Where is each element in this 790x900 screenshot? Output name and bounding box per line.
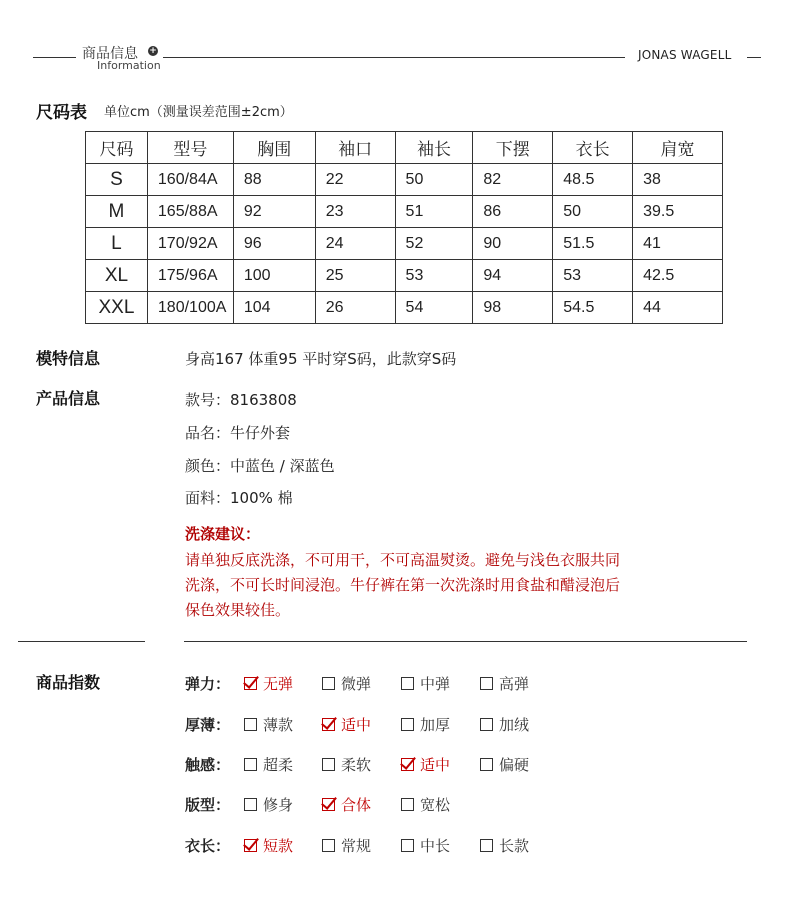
index-option-label: 短款 <box>263 837 294 855</box>
table-cell: 88 <box>233 164 315 196</box>
table-cell: 51 <box>395 196 473 228</box>
index-option <box>244 754 293 775</box>
column-header: 肩宽 <box>633 132 723 164</box>
index-option-label: 合体 <box>341 796 372 814</box>
table-cell: L <box>86 228 148 260</box>
index-option-label: 宽松 <box>420 796 451 814</box>
table-cell: 38 <box>633 164 723 196</box>
table-cell: 24 <box>315 228 395 260</box>
index-option <box>401 673 450 694</box>
column-header: 下摆 <box>473 132 553 164</box>
index-option-label: 偏硬 <box>499 756 530 774</box>
table-cell: 54.5 <box>553 292 633 324</box>
index-option <box>322 835 371 856</box>
table-cell: 180/100A <box>147 292 233 324</box>
empty-box-icon <box>322 839 335 852</box>
table-row <box>86 292 723 324</box>
index-option-label: 加绒 <box>499 716 530 734</box>
empty-box-icon <box>480 839 493 852</box>
empty-box-icon <box>244 758 257 771</box>
column-header: 衣长 <box>553 132 633 164</box>
table-cell: 26 <box>315 292 395 324</box>
table-cell: 165/88A <box>147 196 233 228</box>
index-option-label: 薄款 <box>263 716 294 734</box>
divider-left <box>18 641 145 642</box>
index-option-label: 加厚 <box>420 716 451 734</box>
empty-box-icon <box>480 718 493 731</box>
index-option <box>322 754 371 775</box>
checked-box-icon <box>322 718 335 731</box>
index-option-label: 长款 <box>499 837 530 855</box>
index-option <box>480 754 529 775</box>
table-cell: 41 <box>633 228 723 260</box>
column-header: 型号 <box>147 132 233 164</box>
table-cell: 48.5 <box>553 164 633 196</box>
empty-box-icon <box>322 758 335 771</box>
index-option-label: 适中 <box>341 716 372 734</box>
size-chart-title: 尺码表 <box>36 103 87 123</box>
table-cell: 94 <box>473 260 553 292</box>
table-cell: 92 <box>233 196 315 228</box>
index-row-label: 衣长： <box>185 837 231 855</box>
product-name: 品名：牛仔外套 <box>185 424 291 442</box>
table-cell: 25 <box>315 260 395 292</box>
empty-box-icon <box>401 839 414 852</box>
index-option <box>401 835 450 856</box>
table-cell: 44 <box>633 292 723 324</box>
table-cell: 39.5 <box>633 196 723 228</box>
index-option-label: 常规 <box>341 837 372 855</box>
empty-box-icon <box>401 718 414 731</box>
wash-advice-line: 洗涤，不可长时间浸泡。牛仔裤在第一次洗涤时用食盐和醋浸泡后 <box>185 576 621 594</box>
index-row-label: 弹力： <box>185 675 231 693</box>
empty-box-icon <box>244 798 257 811</box>
index-option <box>401 754 450 775</box>
model-info-label: 模特信息 <box>36 349 101 368</box>
index-row-label: 触感： <box>185 756 231 774</box>
divider-right <box>184 641 747 642</box>
table-cell: 54 <box>395 292 473 324</box>
index-option-label: 超柔 <box>263 756 294 774</box>
size-chart-unit: 单位cm（测量误差范围±2cm） <box>104 105 293 120</box>
product-info-label: 产品信息 <box>36 389 101 408</box>
index-option <box>480 673 529 694</box>
table-cell: 98 <box>473 292 553 324</box>
checked-box-icon <box>244 677 257 690</box>
table-cell: 175/96A <box>147 260 233 292</box>
empty-box-icon <box>401 677 414 690</box>
column-header: 袖长 <box>395 132 473 164</box>
index-option-label: 微弹 <box>341 675 372 693</box>
product-style-no: 款号：8163808 <box>185 391 297 409</box>
table-row <box>86 260 723 292</box>
table-cell: 22 <box>315 164 395 196</box>
size-table <box>85 131 723 324</box>
empty-box-icon <box>322 677 335 690</box>
table-cell: 100 <box>233 260 315 292</box>
index-option-label: 修身 <box>263 796 294 814</box>
table-cell: 53 <box>395 260 473 292</box>
index-row-label: 厚薄： <box>185 716 231 734</box>
table-cell: 86 <box>473 196 553 228</box>
plus-icon: + <box>149 46 157 56</box>
table-cell: 82 <box>473 164 553 196</box>
index-option <box>480 835 529 856</box>
index-option <box>480 714 529 735</box>
table-row <box>86 228 723 260</box>
table-header-row <box>86 132 723 164</box>
header-subtitle: Information <box>97 59 161 72</box>
empty-box-icon <box>401 798 414 811</box>
index-row-label: 版型： <box>185 796 231 814</box>
column-header: 尺码 <box>86 132 148 164</box>
table-cell: M <box>86 196 148 228</box>
table-cell: 104 <box>233 292 315 324</box>
brand-name: JONAS WAGELL <box>638 48 732 62</box>
table-cell: 53 <box>553 260 633 292</box>
checked-box-icon <box>244 839 257 852</box>
index-option <box>322 794 371 815</box>
table-cell: 50 <box>553 196 633 228</box>
index-option <box>322 673 371 694</box>
empty-box-icon <box>480 758 493 771</box>
table-cell: 96 <box>233 228 315 260</box>
table-cell: 23 <box>315 196 395 228</box>
index-option-label: 适中 <box>420 756 451 774</box>
index-option-label: 高弹 <box>499 675 530 693</box>
index-option <box>322 714 371 735</box>
index-option <box>244 835 293 856</box>
model-info-text: 身高167 体重95 平时穿S码，此款穿S码 <box>185 350 457 368</box>
table-cell: 52 <box>395 228 473 260</box>
table-cell: 170/92A <box>147 228 233 260</box>
empty-box-icon <box>244 718 257 731</box>
index-option <box>401 794 450 815</box>
table-cell: 50 <box>395 164 473 196</box>
table-cell: XL <box>86 260 148 292</box>
table-cell: 90 <box>473 228 553 260</box>
checked-box-icon <box>322 798 335 811</box>
table-row <box>86 196 723 228</box>
table-cell: 160/84A <box>147 164 233 196</box>
table-cell: S <box>86 164 148 196</box>
index-option <box>401 714 450 735</box>
index-option <box>244 794 293 815</box>
index-option <box>244 714 293 735</box>
table-cell: XXL <box>86 292 148 324</box>
header-rule-left <box>33 57 76 58</box>
header-title: 商品信息 <box>82 46 138 62</box>
index-option-label: 中弹 <box>420 675 451 693</box>
checked-box-icon <box>401 758 414 771</box>
table-cell: 51.5 <box>553 228 633 260</box>
index-option-label: 无弹 <box>263 675 294 693</box>
index-option <box>244 673 293 694</box>
product-color: 颜色：中蓝色 / 深蓝色 <box>185 457 335 475</box>
table-cell: 42.5 <box>633 260 723 292</box>
empty-box-icon <box>480 677 493 690</box>
wash-advice-title: 洗涤建议： <box>185 525 261 543</box>
product-index-label: 商品指数 <box>36 673 101 692</box>
column-header: 胸围 <box>233 132 315 164</box>
wash-advice-line: 请单独反底洗涤，不可用干，不可高温熨烫。避免与浅色衣服共同 <box>185 551 621 569</box>
table-row <box>86 164 723 196</box>
index-option-label: 中长 <box>420 837 451 855</box>
wash-advice-line: 保色效果较佳。 <box>185 601 291 619</box>
header-rule-middle <box>163 57 625 58</box>
index-option-label: 柔软 <box>341 756 372 774</box>
product-fabric: 面料：100% 棉 <box>185 489 293 507</box>
header-rule-right <box>747 57 761 58</box>
column-header: 袖口 <box>315 132 395 164</box>
